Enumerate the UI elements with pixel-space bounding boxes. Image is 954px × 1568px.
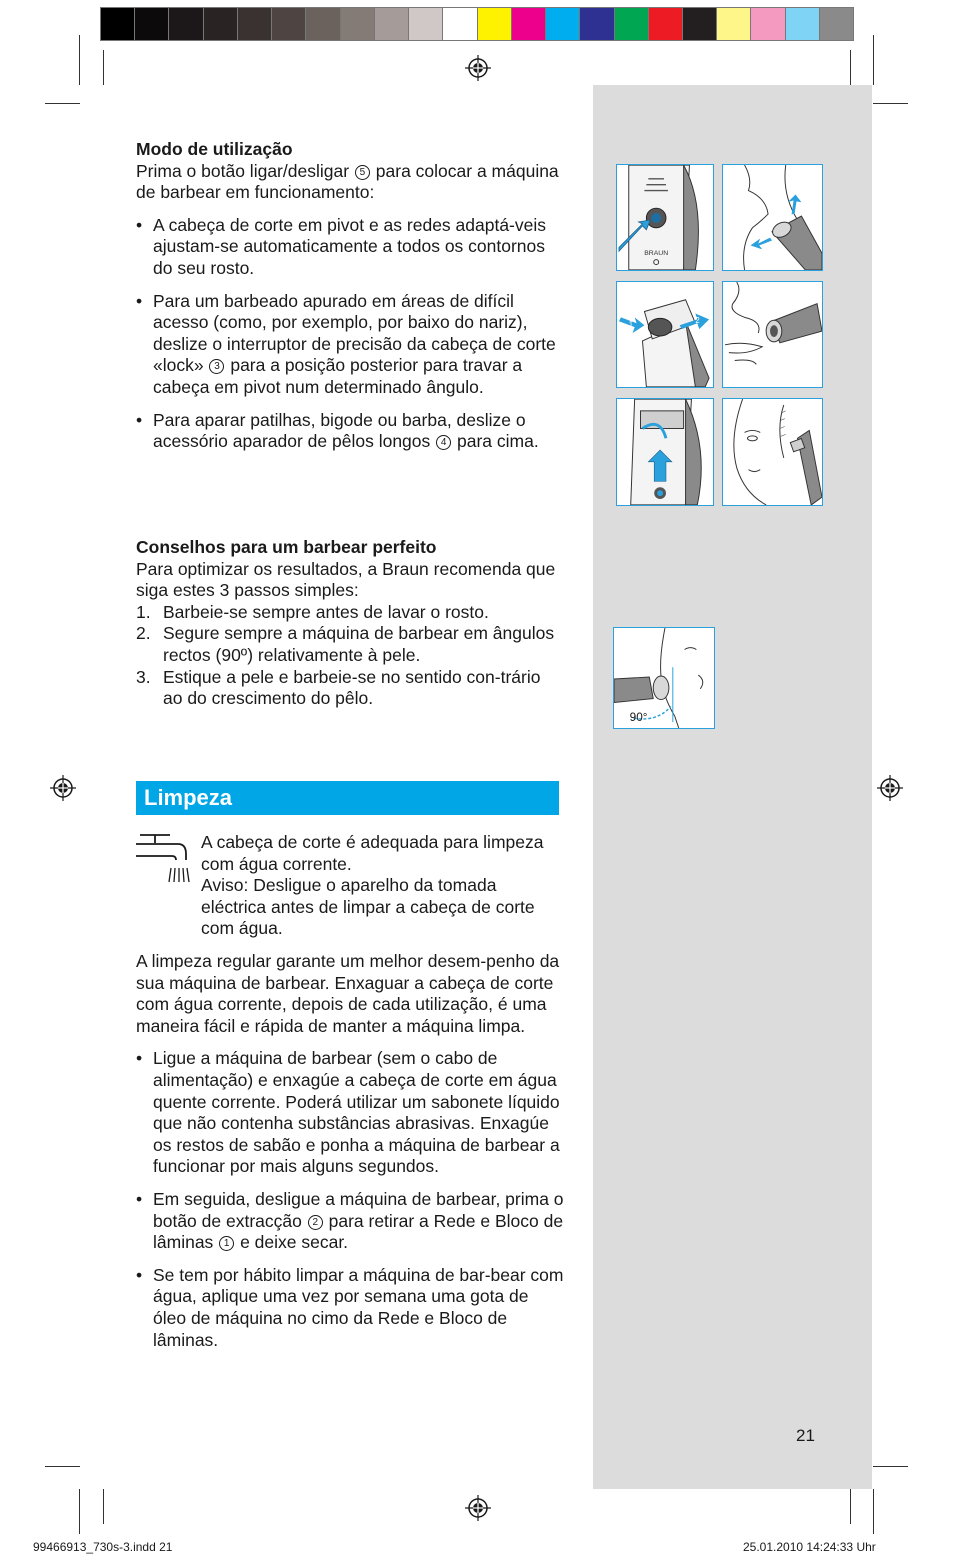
color-calibration-bar [100,7,854,41]
crop-mark [873,35,874,85]
usage-bullet: • A cabeça de corte em pivot e as redes adaptá-veis ajustam-se automaticamente a todos os contornos do seu rosto. [136,215,561,280]
cleaning-bullet: • Ligue a máquina de barbear (sem o cabo de alimentação) e enxagúe a cabeça de corte em água quente corrente. Poderá utilizar um sabonete líquido que não contenha substâncias abrasivas. Enxagúe os restos de sabão e ponha a máquina de barbear a funcionar por mais alguns segundos. [136,1048,564,1178]
usage-intro: Prima o botão ligar/desligar 5 para colocar a máquina de barbear em funcionamento: [136,160,559,203]
illustration-lock-switch [616,281,714,388]
illustration-90-degree [613,627,715,729]
color-swatch [238,8,272,40]
crop-mark [873,103,908,104]
step-text: Estique a pele e barbeie-se no sentido con-trário ao do crescimento do pêlo. [163,666,541,709]
cleaning-paragraph: A limpeza regular garante um melhor desem-penho da sua máquina de barbear. Enxaguar a cabeça de corte com água corrente, depois de cada utilização, é uma maneira fácil e rápida de manter a máquina limpa. [136,951,560,1036]
color-swatch [169,8,203,40]
crop-mark [850,50,851,85]
page-number: 21 [796,1426,815,1445]
step-label: 1 [628,320,634,330]
color-swatch [204,8,238,40]
color-swatch [546,8,580,40]
tips-step [136,602,564,624]
color-swatch [512,8,546,40]
warning-text: Aviso: Desligue o aparelho da tomada eléctrica antes de limpar a cabeça de corte com água. [201,875,535,939]
crop-mark [850,1489,851,1524]
reference-number: 2 [308,1215,323,1230]
reference-number: 1 [219,1236,234,1251]
reference-number: 4 [436,435,451,450]
step-text: Segure sempre a máquina de barbear em ângulos rectos (90º) relativamente à pele. [163,623,555,665]
color-swatch [375,8,409,40]
crop-mark [103,1489,104,1524]
reference-number: 5 [355,165,370,180]
cleaning-bullet: • Se tem por hábito limpar a máquina de bar-bear com água, aplique uma vez por semana uma gota de óleo de máquina no cimo da Rede e Bloco de lâminas. [136,1265,564,1351]
color-swatch [272,8,306,40]
color-swatch [306,8,340,40]
color-swatch [409,8,443,40]
color-swatch [100,8,135,40]
brand-label: BRAUN [644,250,669,258]
step-text: Barbeie-se sempre antes de lavar o rosto. [163,601,489,622]
color-swatch [683,8,717,40]
registration-mark-icon [465,1495,491,1521]
step-label: 2 [695,316,700,326]
illustration-shaving-nose [722,281,823,388]
reference-number: 3 [209,359,224,374]
angle-label: 90° [629,711,648,725]
usage-bullet: • Para aparar patilhas, bigode ou barba, deslize o acessório aparador de pêlos longos 4 para cima. [136,410,561,453]
illustration-power-button [616,164,714,271]
step-number: 2. [136,623,151,644]
tips-intro: Para optimizar os resultados, a Braun recomenda que siga estes 3 passos simples: [136,558,556,601]
color-swatch [443,8,477,40]
tips-step [136,623,564,666]
section-usage [136,139,561,464]
usage-bullet: • Para um barbeado apurado em áreas de difícil acesso (como, por exemplo, por baixo do nariz), deslize o interruptor de precisão da cabeça de corte «lock» 3 para a posição posterior para travar a cabeça em pivot num determinado ângulo. [136,291,561,399]
water-tap-icon [134,832,192,888]
color-swatch [649,8,683,40]
illustration-sideburns [722,398,823,506]
registration-mark-icon [465,55,491,81]
step-number: 1. [136,601,151,622]
cleaning-bullet: • Em seguida, desligue a máquina de barbear, prima o botão de extracção 2 para retirar a Rede e Bloco de lâminas 1 e deixe secar. [136,1189,564,1254]
tips-step [136,667,564,710]
step-number: 3. [136,666,151,687]
color-swatch [478,8,512,40]
illustration-shaving-neck [722,164,823,271]
section-banner: Limpeza [136,781,559,815]
color-swatch [717,8,751,40]
water-cleaning-note: A cabeça de corte é adequada para limpeza com água corrente. Aviso: Desligue o aparelho da tomada eléctrica antes de limpar a cabeça de corte com água. [201,832,561,940]
crop-mark [873,1466,908,1467]
color-swatch [615,8,649,40]
color-swatch [580,8,614,40]
crop-mark [45,1466,80,1467]
registration-mark-icon [50,775,76,801]
color-swatch [751,8,785,40]
color-swatch [786,8,820,40]
crop-mark [79,35,80,85]
crop-mark [45,103,80,104]
footer-file-info: 99466913_730s-3.indd 21 [33,1540,173,1554]
color-swatch [820,8,854,40]
section-cleaning [136,951,564,1362]
crop-mark [103,50,104,85]
tips-list [136,602,564,710]
footer-timestamp: 25.01.2010 14:24:33 Uhr [743,1540,876,1554]
usage-heading: Modo de utilização [136,139,293,159]
crop-mark [873,1489,874,1534]
crop-mark [79,1489,80,1534]
section-tips [136,537,564,710]
color-swatch [341,8,375,40]
tips-heading: Conselhos para um barbear perfeito [136,537,437,557]
registration-mark-icon [877,775,903,801]
color-swatch [135,8,169,40]
illustration-trimmer [616,398,714,506]
